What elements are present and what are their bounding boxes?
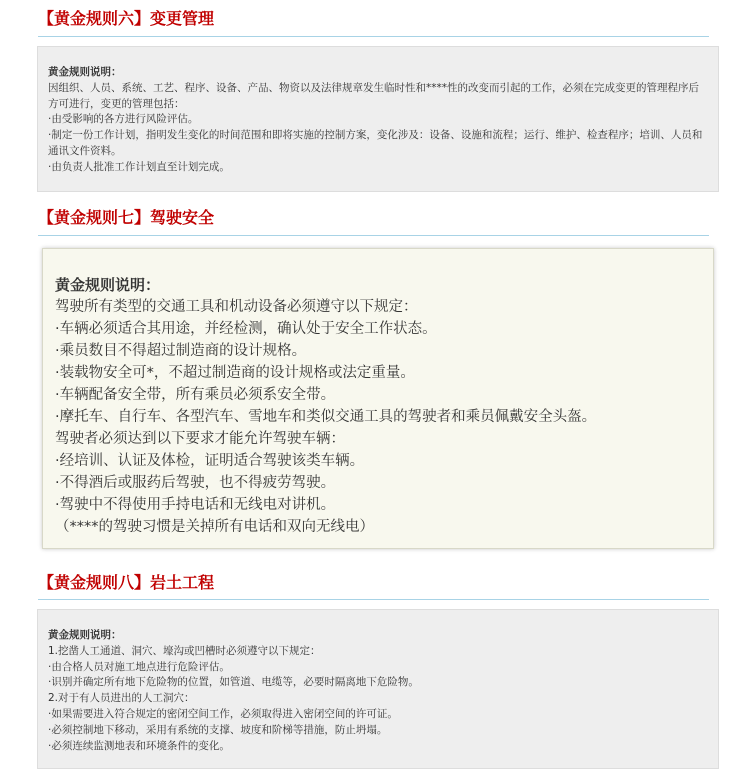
rule-line: ·车辆配备安全带，所有乘员必须系安全带。 bbox=[55, 387, 336, 403]
rule-line: 驾驶所有类型的交通工具和机动设备必须遵守以下规定： bbox=[55, 299, 418, 315]
rule-line: ·必须连续监测地表和环境条件的变化。 bbox=[48, 739, 230, 752]
rule-line: ·经培训、认证及体检，证明适合驾驶该类车辆。 bbox=[55, 453, 365, 469]
section-heading-geotechnical: 【黄金规则八】岩土工程 bbox=[38, 573, 215, 592]
rule-line: （****的驾驶习惯是关掉所有电话和双向无线电） bbox=[55, 519, 374, 535]
rule-line: ·装载物安全可*，不超过制造商的设计规格或法定重量。 bbox=[55, 365, 415, 381]
rule-line: ·识别并确定所有地下危险物的位置，如管道、电缆等，必要时隔离地下危险物。 bbox=[48, 676, 419, 689]
rule-line: 驾驶者必须达到以下要求才能允许驾驶车辆： bbox=[55, 431, 345, 447]
rule-box-change-management bbox=[37, 46, 719, 192]
rule-line: ·车辆必须适合其用途，并经检测，确认处于安全工作状态。 bbox=[55, 321, 437, 337]
rule-label: 黄金规则说明： bbox=[55, 276, 161, 294]
rule-line: ·摩托车、自行车、各型汽车、雪地车和类似交通工具的驾驶者和乘员佩戴安全头盔。 bbox=[55, 409, 597, 425]
rule-box-driving-safety bbox=[42, 248, 714, 549]
section-divider bbox=[38, 36, 709, 37]
rule-box-geotechnical bbox=[37, 609, 719, 769]
rule-line: ·如果需要进入符合规定的密闭空间工作，必须取得进入密闭空间的许可证。 bbox=[48, 707, 398, 720]
section-heading-driving-safety: 【黄金规则七】驾驶安全 bbox=[38, 208, 215, 227]
section-divider bbox=[38, 235, 709, 236]
rule-label: 黄金规则说明： bbox=[48, 66, 122, 78]
section-divider bbox=[38, 599, 709, 600]
rule-line: ·必须控制地下移动，采用有系统的支撑、坡度和阶梯等措施，防止坍塌。 bbox=[48, 723, 388, 736]
rule-line: ·不得酒后或服药后驾驶，也不得疲劳驾驶。 bbox=[55, 475, 336, 491]
rule-line: 2.对于有人员进出的人工洞穴： bbox=[48, 692, 195, 705]
section-heading-change-management: 【黄金规则六】变更管理 bbox=[38, 9, 215, 28]
rule-line: ·由负责人批准工作计划直至计划完成。 bbox=[48, 160, 230, 173]
rule-line: ·由合格人员对施工地点进行危险评估。 bbox=[48, 660, 230, 673]
rule-line: ·乘员数目不得超过制造商的设计规格。 bbox=[55, 343, 307, 359]
rule-paragraph: 因组织、人员、系统、工艺、程序、设备、产品、物资以及法律规章发生临时性和****性的改变而引起的工作，必须在完成变更的管理程序后方可进行，变更的管理包括： bbox=[48, 81, 699, 110]
rule-label: 黄金规则说明： bbox=[48, 629, 122, 641]
rule-line: ·制定一份工作计划，指明发生变化的时间范围和即将实施的控制方案，变化涉及：设备、设施和流程；运行、维护、检查程序；培训、人员和通讯文件资料。 bbox=[48, 129, 703, 157]
rule-line: ·由受影响的各方进行风险评估。 bbox=[48, 113, 199, 126]
rule-line: 1.挖凿人工通道、洞穴、壕沟或凹槽时必须遵守以下规定： bbox=[48, 644, 321, 657]
rule-line: ·驾驶中不得使用手持电话和无线电对讲机。 bbox=[55, 497, 336, 513]
